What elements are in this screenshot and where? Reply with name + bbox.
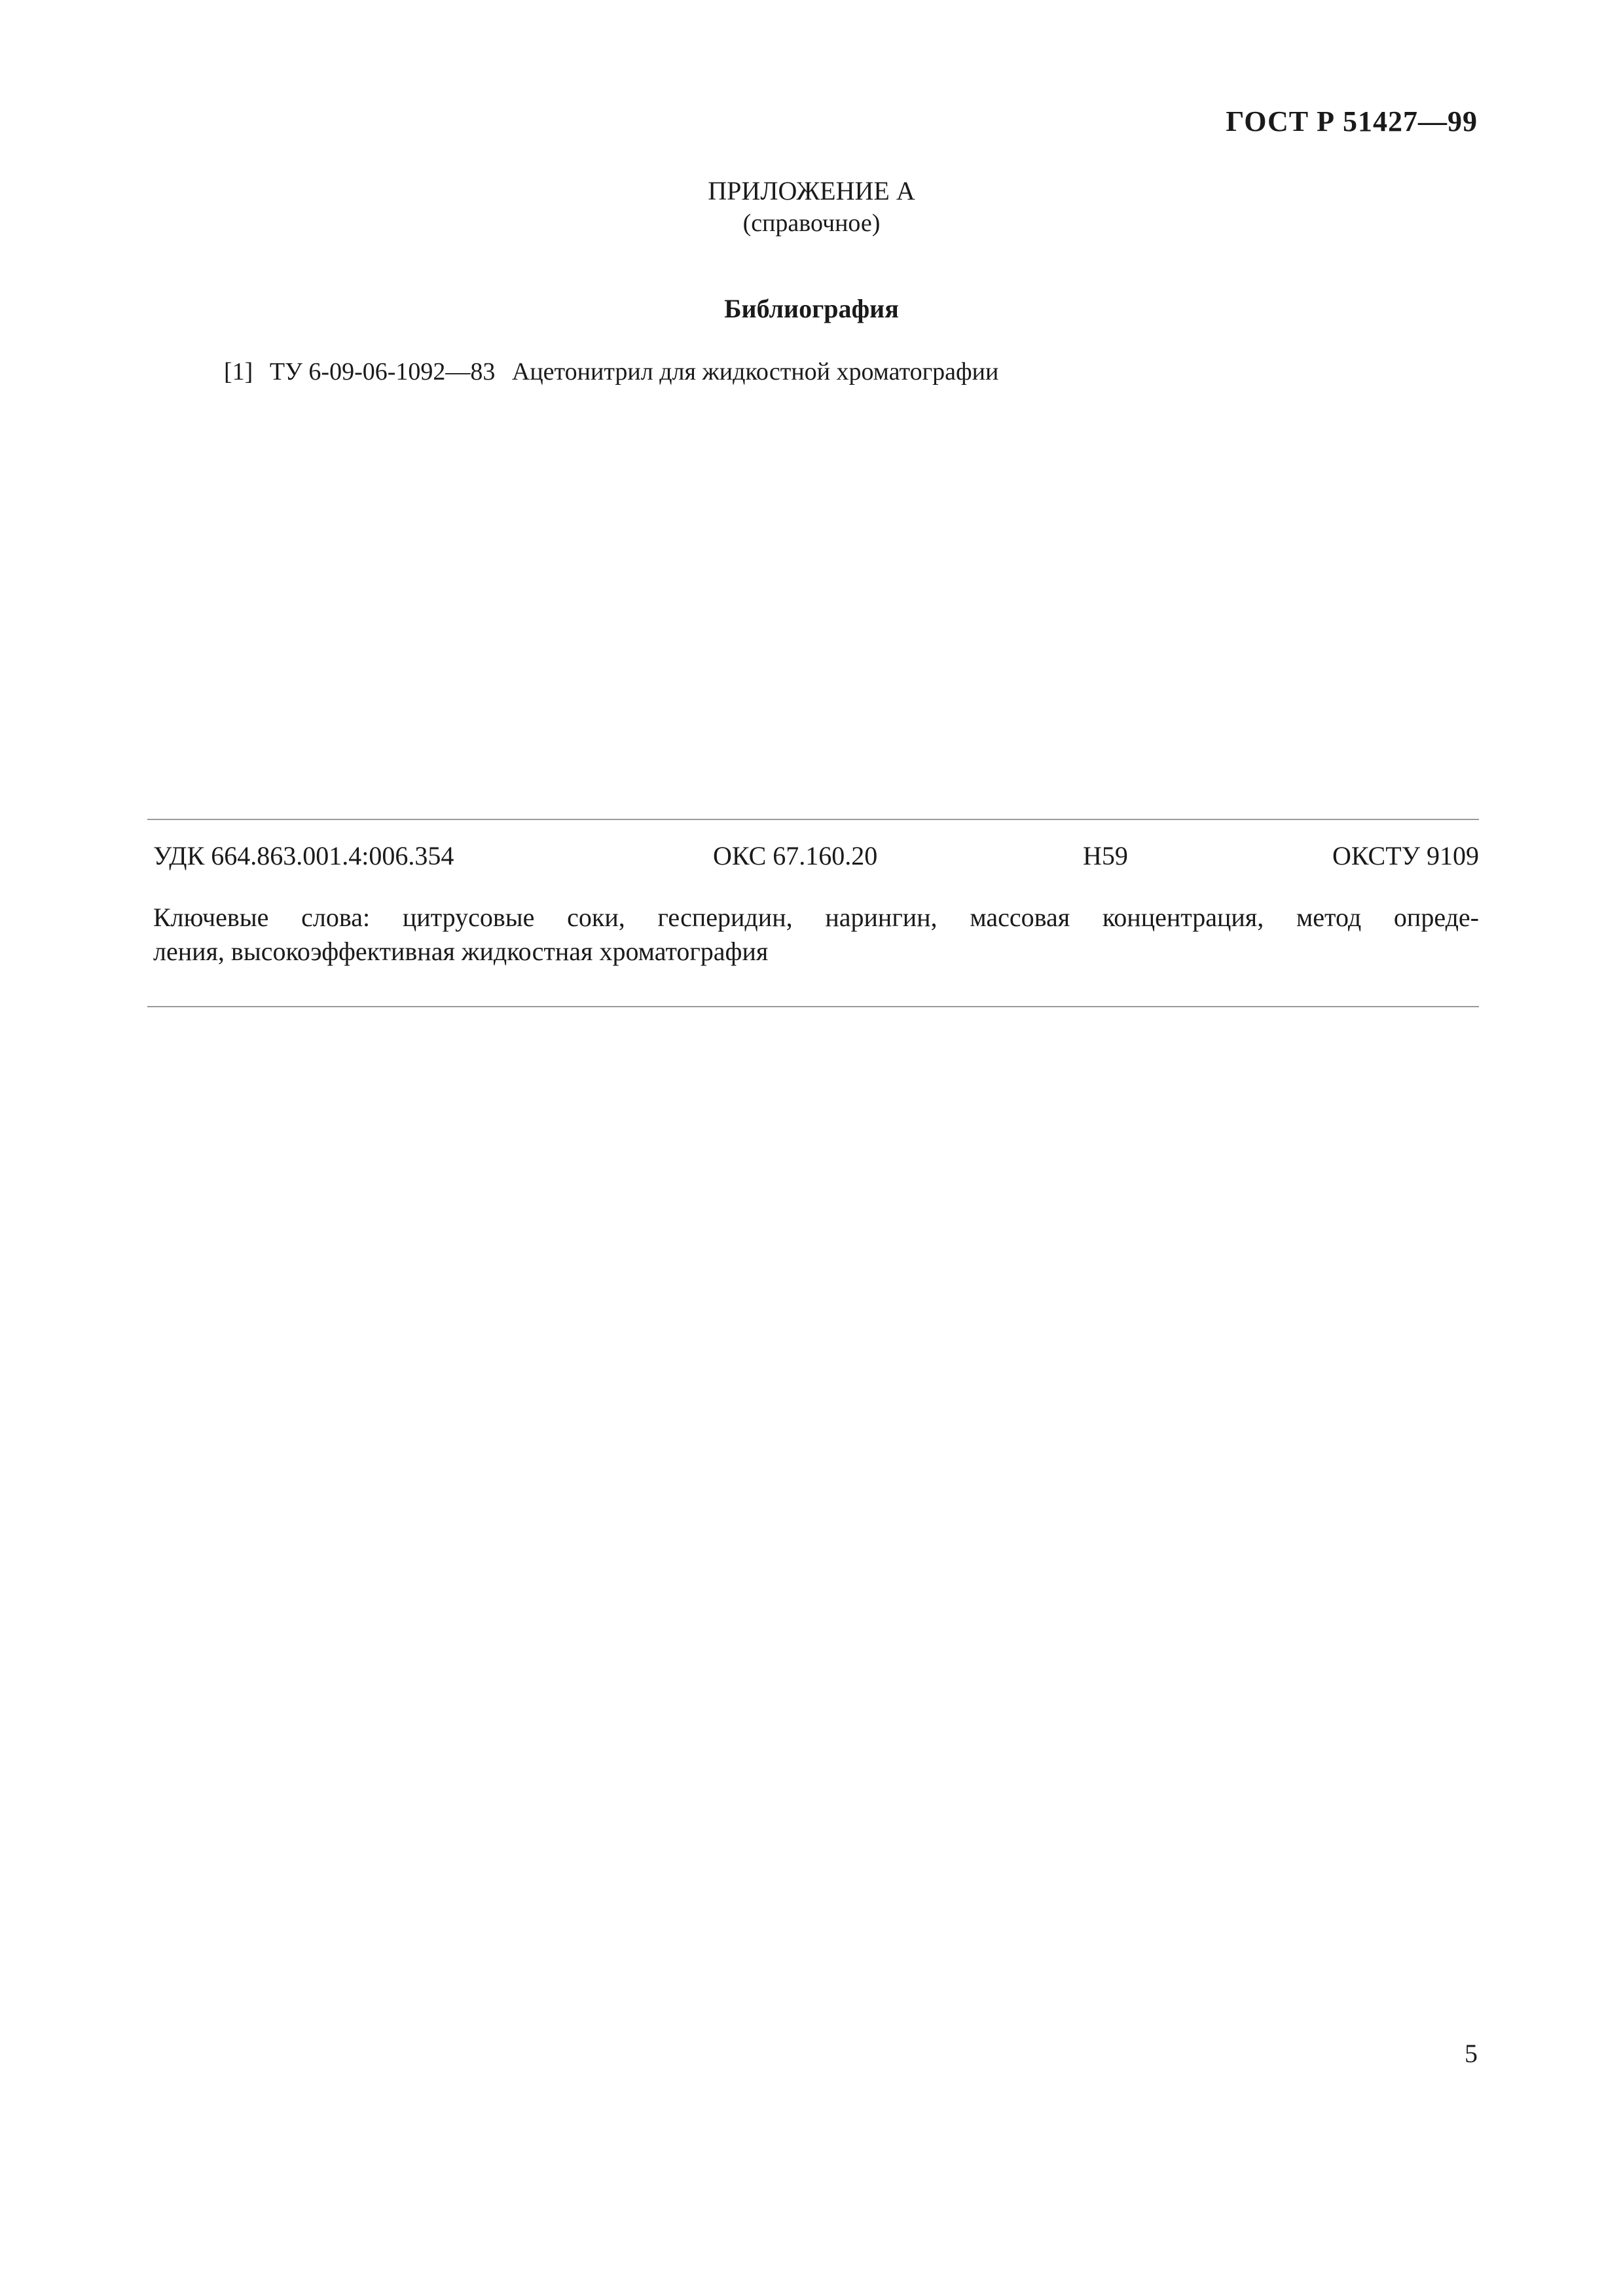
keywords-line-2: ления, высокоэффективная жидкостная хроматография bbox=[153, 937, 769, 966]
page-number: 5 bbox=[1465, 2039, 1478, 2068]
bibliography-designation: ТУ 6-09-06-1092—83 bbox=[269, 358, 496, 386]
keywords bbox=[153, 901, 1479, 969]
oks-code: ОКС 67.160.20 bbox=[713, 841, 878, 870]
keywords-line-1: Ключевые слова: цитрусовые соки, гесперидин, нарингин, массовая концентрация, метод опреде- bbox=[153, 903, 1479, 932]
udk-code: УДК 664.863.001.4:006.354 bbox=[153, 841, 454, 870]
document-code: ГОСТ Р 51427—99 bbox=[1226, 105, 1478, 137]
appendix-subtitle: (справочное) bbox=[742, 209, 881, 237]
divider-top bbox=[147, 819, 1479, 820]
appendix-title: ПРИЛОЖЕНИЕ А bbox=[708, 176, 915, 206]
bibliography-ref: [1] bbox=[224, 358, 253, 386]
classification-row bbox=[153, 840, 1479, 877]
group-code: Н59 bbox=[1083, 841, 1128, 870]
bibliography-heading: Библиография bbox=[724, 294, 899, 323]
okstu-code: ОКСТУ 9109 bbox=[1332, 841, 1479, 870]
divider-bottom bbox=[147, 1006, 1479, 1007]
bibliography-title: Ацетонитрил для жидкостной хроматографии bbox=[511, 358, 999, 386]
bibliography-entry bbox=[224, 357, 1009, 386]
